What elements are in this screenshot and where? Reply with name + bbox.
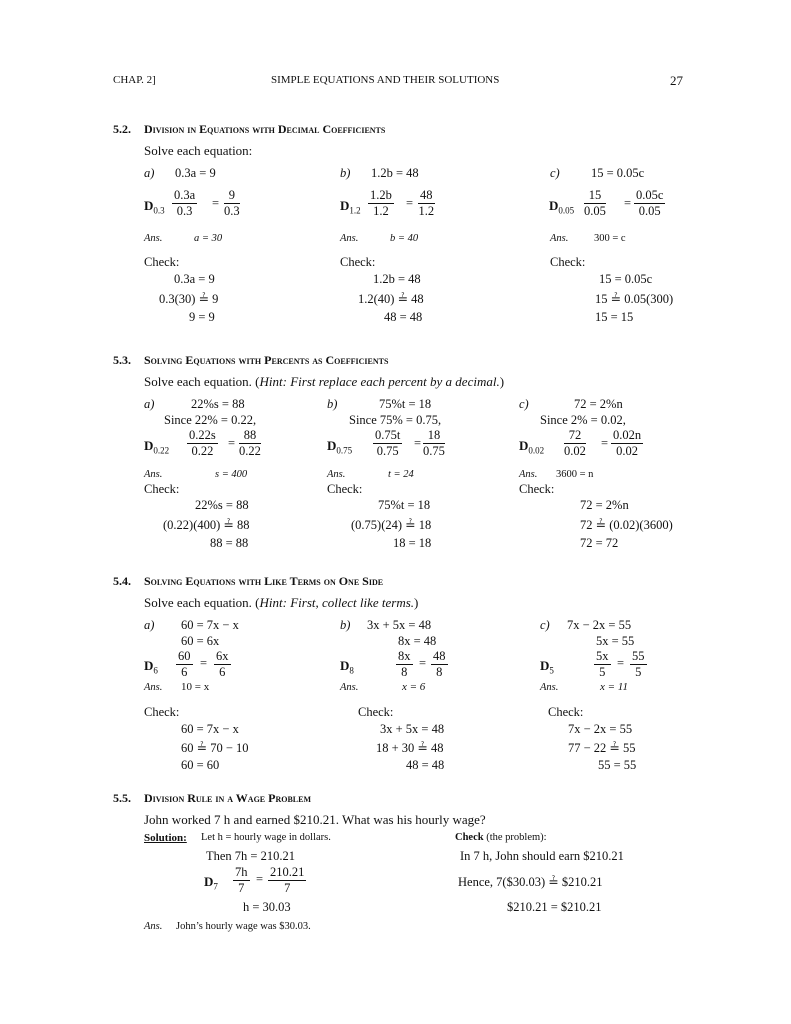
- equation: 3x + 5x = 48: [367, 618, 432, 632]
- since-line: Since 75% = 0.75,: [349, 413, 442, 427]
- check-heading: Check (the problem):: [455, 832, 547, 843]
- equals-sign: =: [414, 436, 422, 450]
- check-line-1: 72 = 2%n: [580, 498, 629, 512]
- collected-equation: 60 = 6x: [181, 634, 220, 648]
- left-fraction: $\frac{0.3a}{0.3}$: [174, 188, 196, 218]
- section-heading: [113, 353, 388, 368]
- problem-b: [327, 397, 507, 567]
- equals-sign: =: [624, 196, 632, 210]
- check-line-2: (0.22)(400) ≟ 88: [163, 518, 250, 532]
- check-line-3: 60 = 60: [181, 758, 220, 772]
- solution-label: Solution:: [144, 832, 187, 844]
- equation: 72 = 2%n: [574, 397, 623, 411]
- since-line: Since 2% = 0.02,: [540, 413, 626, 427]
- section-heading: [113, 122, 385, 137]
- problem-label: b): [340, 166, 351, 180]
- answer: t = 24: [388, 469, 414, 480]
- equals-sign: =: [200, 656, 208, 670]
- then-equation: Then 7h = 210.21: [206, 849, 295, 863]
- section-5-4: [113, 574, 683, 774]
- running-title: SIMPLE EQUATIONS AND THEIR SOLUTIONS: [271, 74, 500, 86]
- check-line-1: 22%s = 88: [195, 498, 249, 512]
- problem-b: [340, 618, 520, 772]
- answer-label: Ans.: [340, 233, 359, 244]
- answer: John’s hourly wage was $30.03.: [176, 921, 311, 932]
- problem-b: [340, 166, 540, 326]
- problem-label: b): [340, 618, 351, 632]
- check-label: Check:: [519, 482, 555, 496]
- check-line-3: 18 = 18: [393, 536, 432, 550]
- problem-c: [519, 397, 683, 567]
- division-symbol: $D_{0.22}$: [144, 438, 170, 456]
- check-line-1: 1.2b = 48: [373, 272, 421, 286]
- check-line-3: 55 = 55: [598, 758, 637, 772]
- division-symbol: $D_{0.3}$: [144, 198, 165, 216]
- division-symbol: $D_{1.2}$: [340, 198, 361, 216]
- check-line-3: 15 = 15: [595, 310, 634, 324]
- left-fraction: $\frac{8x}{8}$: [398, 649, 411, 679]
- division-symbol: $D_{0.05}$: [549, 198, 575, 216]
- check-label: Check:: [327, 482, 363, 496]
- section-title: Solving Equations with Percents as Coefficients: [144, 353, 389, 367]
- problem-label: c): [550, 166, 560, 180]
- check-label: Check:: [144, 482, 180, 496]
- let-statement: Let h = hourly wage in dollars.: [201, 832, 331, 843]
- check-line-1: 3x + 5x = 48: [380, 722, 445, 736]
- problem-a: [144, 618, 324, 772]
- problem-c: [550, 166, 690, 326]
- division-symbol: $D_8$: [340, 658, 354, 676]
- division-symbol: $D_{0.02}$: [519, 438, 545, 456]
- check-line-1: 60 = 7x − x: [181, 722, 239, 736]
- check-label: Check:: [358, 705, 394, 719]
- equation: 75%t = 18: [379, 397, 432, 411]
- problem-a: [144, 397, 324, 567]
- equation: 22%s = 88: [191, 397, 245, 411]
- equals-sign: =: [419, 656, 427, 670]
- check-line-2: 1.2(40) ≟ 48: [358, 292, 424, 306]
- right-fraction: $\frac{6x}{6}$: [216, 649, 229, 679]
- result: h = 30.03: [243, 900, 291, 914]
- instruction: Solve each equation. (Hint: First replace each percent by a decimal.): [144, 374, 505, 389]
- right-fraction: $\frac{210.21}{7}$: [270, 865, 305, 895]
- division-symbol: $D_5$: [540, 658, 554, 676]
- section-5-5: [113, 791, 683, 941]
- section-5-2: [113, 122, 683, 332]
- answer-label: Ans.: [327, 469, 346, 480]
- section-heading: [113, 791, 311, 806]
- problem-c: [540, 618, 683, 772]
- problem-label: a): [144, 618, 155, 632]
- section-number: 5.4.: [113, 574, 131, 588]
- check-label: Check:: [144, 705, 180, 719]
- answer-label: Ans.: [144, 233, 163, 244]
- collected-equation: 5x = 55: [596, 634, 635, 648]
- problem-label: b): [327, 397, 338, 411]
- check-line-2: 15 ≟ 0.05(300): [595, 292, 674, 306]
- check-line-1: 0.3a = 9: [174, 272, 215, 286]
- check-line-2: 18 + 30 ≟ 48: [376, 741, 444, 755]
- problem-statement: John worked 7 h and earned $210.21. What was his hourly wage?: [144, 812, 486, 827]
- answer: b = 40: [390, 233, 419, 244]
- equals-sign: =: [617, 656, 625, 670]
- equals-sign: =: [406, 196, 414, 210]
- check-label: Check:: [550, 255, 586, 269]
- chapter-label: CHAP. 2]: [113, 74, 156, 86]
- check-line-3: 48 = 48: [406, 758, 445, 772]
- equation: 0.3a = 9: [175, 166, 216, 180]
- answer-label: Ans.: [144, 682, 163, 693]
- answer-label: Ans.: [519, 469, 538, 480]
- check-line-3: 88 = 88: [210, 536, 249, 550]
- check-label: Check:: [548, 705, 584, 719]
- section-title: Division Rule in a Wage Problem: [144, 791, 312, 805]
- section-heading: [113, 574, 383, 589]
- right-fraction: $\frac{48}{1.2}$: [418, 188, 435, 218]
- answer: x = 6: [402, 681, 426, 693]
- instruction: Solve each equation:: [144, 143, 253, 158]
- left-fraction: $\frac{15}{0.05}$: [584, 188, 606, 218]
- equals-sign: =: [228, 436, 236, 450]
- left-fraction: $\frac{5x}{5}$: [596, 649, 609, 679]
- answer: 3600 = n: [556, 469, 594, 480]
- left-fraction: $\frac{7h}{7}$: [235, 865, 248, 895]
- check-label: Check:: [340, 255, 376, 269]
- since-line: Since 22% = 0.22,: [164, 413, 257, 427]
- check-line-2: (0.75)(24) ≟ 18: [351, 518, 432, 532]
- answer: 10 = x: [181, 681, 210, 693]
- check-line-3: $210.21 = $210.21: [507, 900, 602, 914]
- left-fraction: $\frac{60}{6}$: [178, 649, 191, 679]
- equation: 15 = 0.05c: [591, 166, 645, 180]
- left-fraction: $\frac{0.75t}{0.75}$: [375, 428, 401, 458]
- answer: x = 11: [600, 681, 628, 693]
- check-line-2: 77 − 22 ≟ 55: [568, 741, 636, 755]
- check-line-3: 72 = 72: [580, 536, 619, 550]
- answer: 300 = c: [594, 233, 626, 244]
- answer-label: Ans.: [144, 921, 163, 932]
- left-fraction: $\frac{1.2b}{1.2}$: [370, 188, 392, 218]
- division-symbol: $D_6$: [144, 658, 158, 676]
- problem-a: [144, 166, 344, 326]
- answer-label: Ans.: [550, 233, 569, 244]
- problem-label: c): [540, 618, 550, 632]
- section-5-3: [113, 353, 683, 563]
- hint: Hint: First replace each percent by a decimal.: [259, 374, 500, 389]
- problem-label: a): [144, 166, 155, 180]
- section-number: 5.2.: [113, 122, 131, 136]
- answer: s = 400: [215, 469, 248, 480]
- division-symbol: $D_{0.75}$: [327, 438, 353, 456]
- check-line-2: 0.3(30) ≟ 9: [159, 292, 219, 306]
- equation: 1.2b = 48: [371, 166, 419, 180]
- check-line-1: 15 = 0.05c: [599, 272, 653, 286]
- equation: 60 = 7x − x: [181, 618, 239, 632]
- division-symbol: $D_7$: [204, 874, 218, 892]
- collected-equation: 8x = 48: [398, 634, 437, 648]
- check-line-2: Hence, 7($30.03) ≟ $210.21: [458, 875, 603, 889]
- check-line-3: 9 = 9: [189, 310, 215, 324]
- right-fraction: $\frac{0.02n}{0.02}$: [613, 428, 642, 458]
- answer: a = 30: [194, 233, 223, 244]
- left-fraction: $\frac{0.22s}{0.22}$: [189, 428, 216, 458]
- left-fraction: $\frac{72}{0.02}$: [564, 428, 586, 458]
- check-line-2: 72 ≟ (0.02)(3600): [580, 518, 673, 532]
- equals-sign: =: [601, 436, 609, 450]
- problem-label: c): [519, 397, 529, 411]
- hint: Hint: First, collect like terms.: [259, 595, 415, 610]
- check-line-3: 48 = 48: [384, 310, 423, 324]
- section-number: 5.5.: [113, 791, 131, 805]
- equals-sign: =: [256, 872, 264, 886]
- check-line-1: In 7 h, John should earn $210.21: [460, 849, 624, 863]
- check-line-2: 60 ≟ 70 − 10: [181, 741, 249, 755]
- right-fraction: $\frac{18}{0.75}$: [423, 428, 445, 458]
- answer-label: Ans.: [340, 682, 359, 693]
- check-line-1: 7x − 2x = 55: [568, 722, 633, 736]
- check-line-1: 75%t = 18: [378, 498, 431, 512]
- right-fraction: $\frac{0.05c}{0.05}$: [636, 188, 664, 218]
- equation: 7x − 2x = 55: [567, 618, 632, 632]
- answer-label: Ans.: [144, 469, 163, 480]
- right-fraction: $\frac{88}{0.22}$: [239, 428, 261, 458]
- problem-label: a): [144, 397, 155, 411]
- check-label: Check:: [144, 255, 180, 269]
- page-number: 27: [670, 73, 683, 88]
- section-number: 5.3.: [113, 353, 131, 367]
- instruction: Solve each equation. (Hint: First, collect like terms.): [144, 595, 419, 610]
- right-fraction: $\frac{9}{0.3}$: [224, 188, 240, 218]
- running-header: [113, 74, 683, 90]
- right-fraction: $\frac{55}{5}$: [632, 649, 645, 679]
- section-title: Division in Equations with Decimal Coefficients: [144, 122, 386, 136]
- right-fraction: $\frac{48}{8}$: [433, 649, 446, 679]
- answer-label: Ans.: [540, 682, 559, 693]
- section-title: Solving Equations with Like Terms on One Side: [144, 574, 384, 588]
- equals-sign: =: [212, 196, 220, 210]
